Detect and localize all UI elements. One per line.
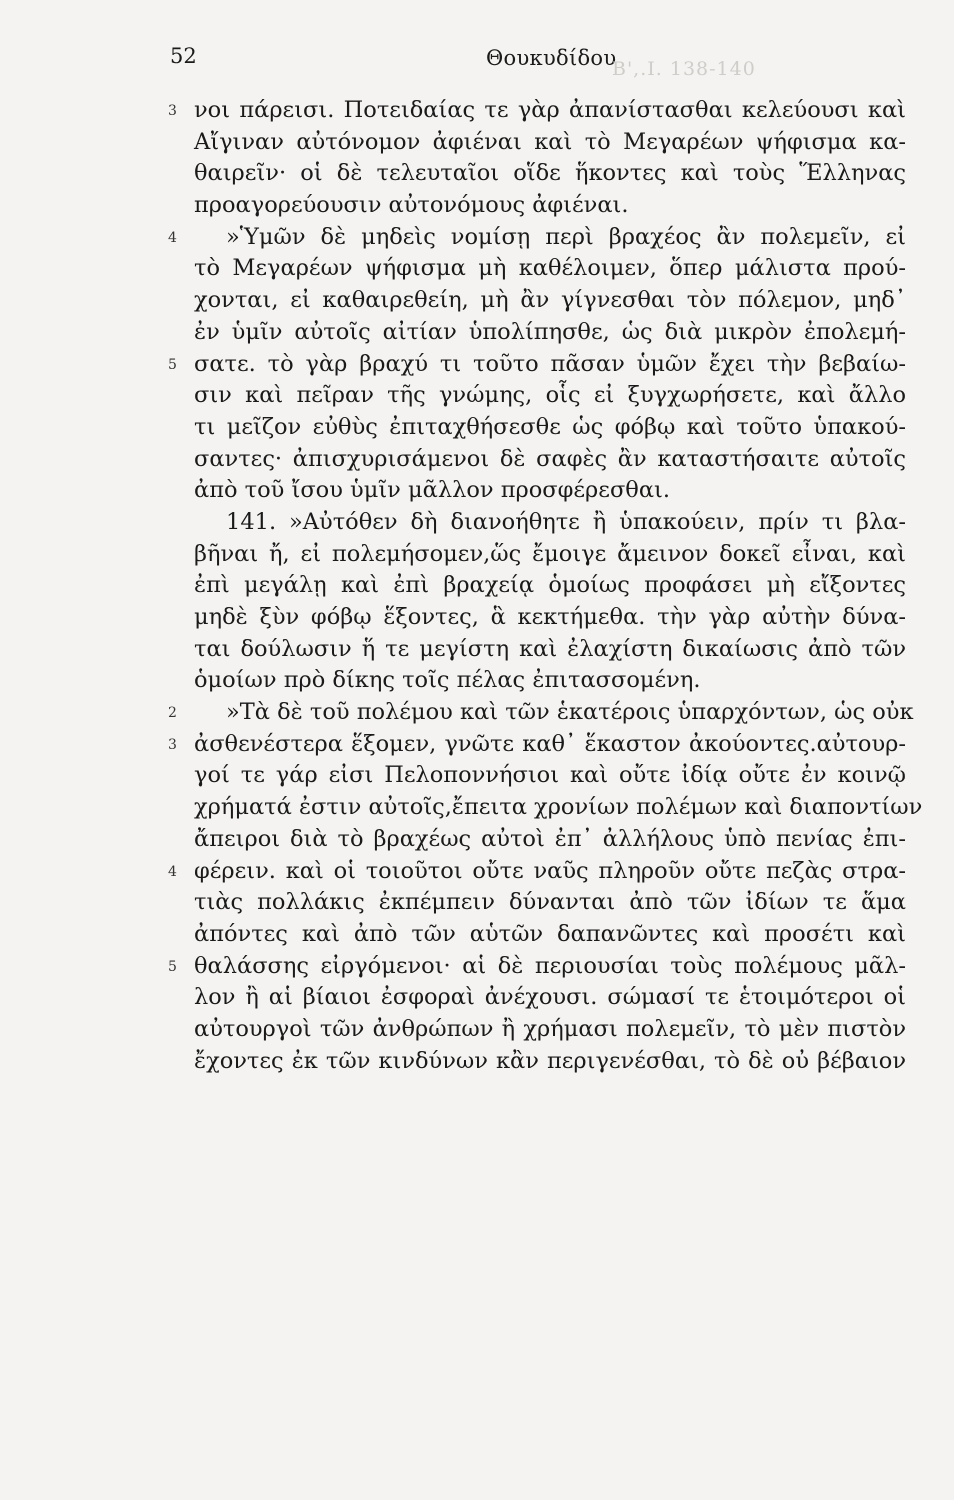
line-text: σατε. τὸ γὰρ βραχύ τι τοῦτο πᾶσαν ὑμῶν ἔχει τὴν βεβαίω- <box>194 350 906 377</box>
section-number: 5 <box>168 356 177 373</box>
text-line <box>0 95 954 127</box>
line-text: νοι πάρεισι. Ποτειδαίας τε γὰρ ἀπανίστασθαι κελεύουσι καὶ <box>194 97 906 123</box>
line-text: γοί τε γάρ εἰσι Πελοποννήσιοι καὶ οὔτε ἰδίᾳ οὔτε ἐν κοινῷ <box>194 762 906 789</box>
greek-text-body <box>0 95 954 1077</box>
line-text: τὸ Μεγαρέων ψήφισμα μὴ καθέλοιμεν, ὅπερ μάλιστα πρού- <box>194 255 906 282</box>
text-line <box>0 380 954 412</box>
line-text: ἀσθενέστερα ἕξομεν, γνῶτε καθ᾽ ἕκαστον ἀκούοντες.αὐτουρ- <box>194 730 906 757</box>
section-number: 2 <box>168 705 177 722</box>
text-line <box>0 982 954 1014</box>
line-text: θαιρεῖν· οἱ δὲ τελευταῖοι οἵδε ἥκοντες καὶ τοὺς Ἕλληνας <box>194 160 906 187</box>
line-text: τιὰς πολλάκις ἐκπέμπειν δύνανται ἀπὸ τῶν ἰδίων τε ἅμα <box>194 889 906 916</box>
section-number: 4 <box>168 863 177 880</box>
line-text: σαντες· ἀπισχυρισάμενοι δὲ σαφὲς ἂν καταστήσαιτε αὐτοῖς <box>194 445 906 472</box>
line-text: λον ἢ αἱ βίαιοι ἐσφοραὶ ἀνέχουσι. σώμασί τε ἑτοιμότεροι οἱ <box>194 984 906 1011</box>
line-text: ἔχοντες ἐκ τῶν κινδύνων κἂν περιγενέσθαι, τὸ δὲ οὐ βέβαιον <box>194 1047 906 1074</box>
line-text: θαλάσσης εἰργόμενοι· αἱ δὲ περιουσίαι τοὺς πολέμους μᾶλ- <box>194 952 906 979</box>
bleed-through-text: Β',.Ι. 138-140 <box>612 58 756 80</box>
line-text: χονται, εἰ καθαιρεθείη, μὴ ἂν γίγνεσθαι τὸν πόλεμον, μηδ᾽ <box>194 287 906 314</box>
line-text: ὁμοίων πρὸ δίκης τοῖς πέλας ἐπιτασσομένη. <box>194 667 701 694</box>
text-line <box>0 1046 954 1078</box>
text-line <box>0 444 954 476</box>
line-text: χρήματά ἐστιν αὐτοῖς,ἔπειτα χρονίων πολέμων καὶ διαποντίων <box>194 794 923 821</box>
text-line <box>0 539 954 571</box>
section-number: 3 <box>168 736 177 753</box>
section-number: 5 <box>168 958 177 975</box>
text-line <box>0 190 954 222</box>
text-line <box>0 665 954 697</box>
page-number: 52 <box>170 44 197 68</box>
line-text: φέρειν. καὶ οἱ τοιοῦτοι οὔτε ναῦς πληροῦν οὔτε πεζὰς στρα- <box>194 857 906 884</box>
text-line <box>0 285 954 317</box>
text-line <box>0 253 954 285</box>
text-line <box>0 919 954 951</box>
text-line <box>0 127 954 159</box>
text-line <box>0 634 954 666</box>
line-text: ἀπόντες καὶ ἀπὸ τῶν αὑτῶν δαπανῶντες καὶ προσέτι καὶ <box>194 920 906 947</box>
text-line <box>0 1014 954 1046</box>
text-line <box>0 760 954 792</box>
text-line <box>0 729 954 761</box>
line-text: ἀπὸ τοῦ ἴσου ὑμῖν μᾶλλον προσφέρεσθαι. <box>194 477 671 504</box>
text-line <box>0 792 954 824</box>
text-line <box>0 317 954 349</box>
line-text: σιν καὶ πεῖραν τῆς γνώμης, οἷς εἰ ξυγχωρήσετε, καὶ ἄλλο <box>194 382 906 409</box>
line-text: »Τὰ δὲ τοῦ πολέμου καὶ τῶν ἑκατέροις ὑπαρχόντων, ὡς οὐκ <box>226 699 914 726</box>
text-line <box>0 887 954 919</box>
text-line <box>0 158 954 190</box>
line-text: 141. »Αὐτόθεν δὴ διανοήθητε ἢ ὑπακούειν, πρίν τι βλα- <box>226 508 906 535</box>
line-text: Αἴγιναν αὐτόνομον ἀφιέναι καὶ τὸ Μεγαρέων ψήφισμα κα- <box>194 128 906 155</box>
text-line <box>0 951 954 983</box>
text-line <box>0 222 954 254</box>
text-line <box>0 824 954 856</box>
line-text: τι μεῖζον εὐθὺς ἐπιταχθήσεσθε ὡς φόβῳ καὶ τοῦτο ὑπακού- <box>194 413 906 440</box>
line-text: βῆναι ἤ, εἰ πολεμήσομεν,ὥς ἔμοιγε ἄμεινον δοκεῖ εἶναι, καὶ <box>194 540 906 567</box>
line-text: ἐπὶ μεγάλῃ καὶ ἐπὶ βραχείᾳ ὁμοίως προφάσει μὴ εἴξοντες <box>194 572 906 599</box>
section-number: 3 <box>168 103 177 119</box>
line-text: »Ὑμῶν δὲ μηδεὶς νομίσῃ περὶ βραχέος ἂν πολεμεῖν, εἰ <box>226 223 906 250</box>
page-header <box>170 44 930 84</box>
text-line <box>0 475 954 507</box>
text-line <box>0 602 954 634</box>
text-line <box>0 697 954 729</box>
line-text: μηδὲ ξὺν φόβῳ ἕξοντες, ἃ κεκτήμεθα. τὴν γὰρ αὐτὴν δύνα- <box>194 604 906 630</box>
text-line <box>0 570 954 602</box>
running-title: Θουκυδίδου <box>486 46 617 70</box>
section-number: 4 <box>168 229 177 246</box>
line-text: ται δούλωσιν ἥ τε μεγίστη καὶ ἐλαχίστη δικαίωσις ἀπὸ τῶν <box>194 635 906 662</box>
text-line <box>0 412 954 444</box>
line-text: ἐν ὑμῖν αὐτοῖς αἰτίαν ὑπολίπησθε, ὡς διὰ μικρὸν ἐπολεμή- <box>194 318 906 345</box>
text-line <box>0 349 954 381</box>
line-text: προαγορεύουσιν αὐτονόμους ἀφιέναι. <box>194 192 629 219</box>
text-line <box>0 507 954 539</box>
text-line <box>0 856 954 888</box>
line-text: ἄπειροι διὰ τὸ βραχέως αὐτοὶ ἐπ᾽ ἀλλήλους ὑπὸ πενίας ἐπι- <box>194 825 906 852</box>
line-text: αὐτουργοὶ τῶν ἀνθρώπων ἢ χρήμασι πολεμεῖν, τὸ μὲν πιστὸν <box>194 1015 906 1042</box>
